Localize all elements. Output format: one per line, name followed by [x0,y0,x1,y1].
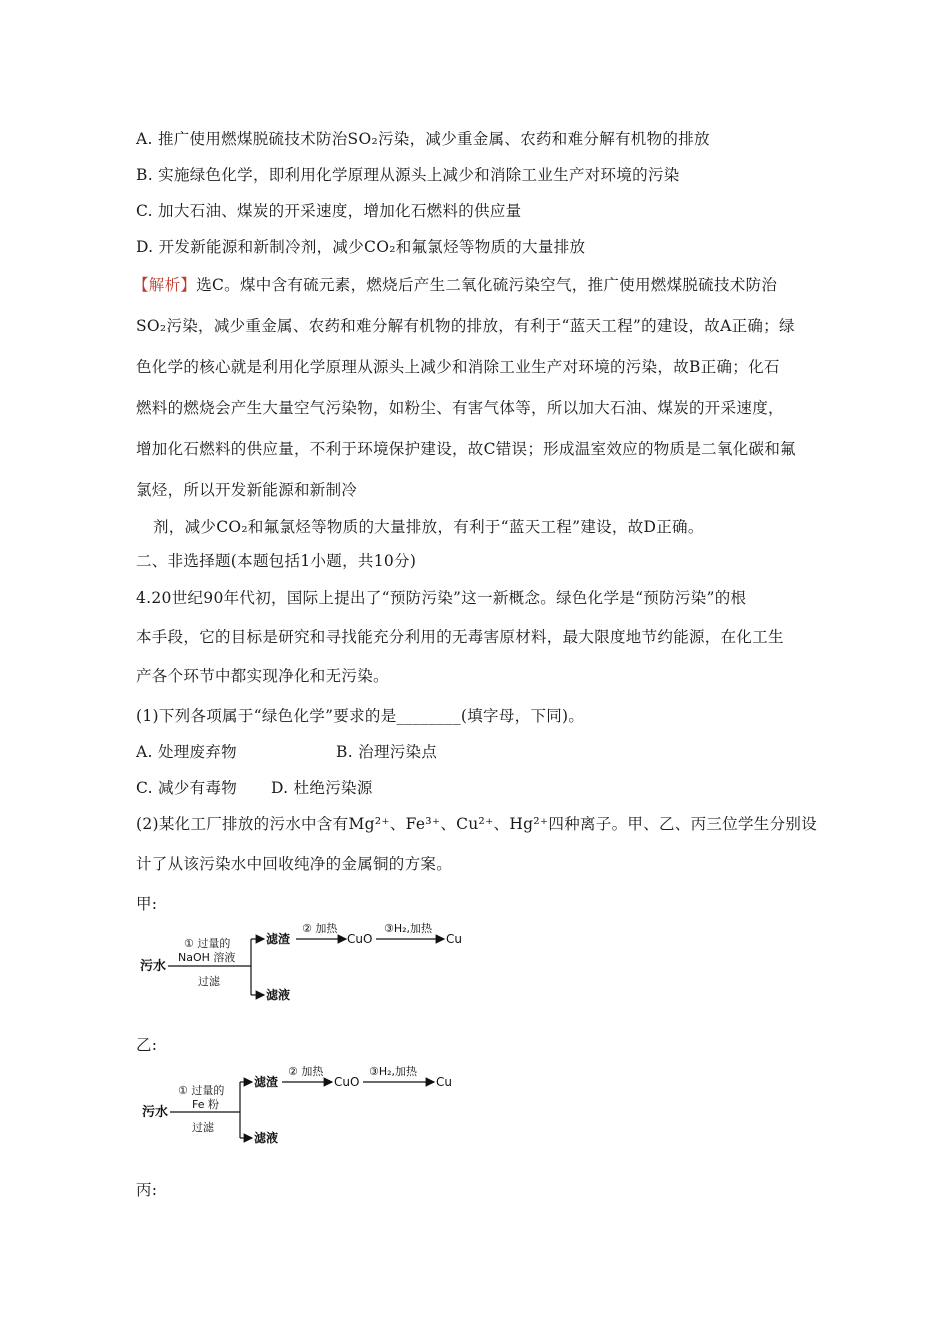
q4-line-3: 产各个环节中都实现净化和无污染。 [136,667,389,685]
scheme-jia-step-3: ③H₂,加热 [384,922,433,935]
option-a: A. 推广使用燃煤脱硫技术防治SO₂污染，减少重金属、农药和难分解有机物的排放 [136,130,710,148]
option-c: C. 加大石油、煤炭的开采速度，增加化石燃料的供应量 [136,202,522,220]
scheme-yi-filtrate: 滤液 [254,1131,279,1145]
scheme-yi-operation: 过滤 [192,1121,214,1134]
scheme-yi-residue: 滤渣 [254,1075,279,1089]
q4-part2-line-1: (2)某化工厂排放的污水中含有Mg²⁺、Fe³⁺、Cu²⁺、Hg²⁺四种离子。甲、乙、丙三位学生分别设 [136,815,817,833]
scheme-jia-diagram [136,915,476,1014]
scheme-jia-reagent-2: NaOH 溶液 [178,951,236,964]
option-d: D. 开发新能源和新制冷剂，减少CO₂和氟氯烃等物质的大量排放 [136,238,586,256]
q4-part1-option-d: D. 杜绝污染源 [271,779,373,797]
scheme-yi-label: 乙: [136,1036,158,1054]
scheme-jia-reagent-1: ① 过量的 [184,937,231,950]
scheme-jia-intermediate: CuO [347,932,373,946]
scheme-jia-product: Cu [446,932,462,946]
analysis-line-1 [133,273,777,295]
scheme-yi-step-3: ③H₂,加热 [369,1065,418,1078]
analysis-text-1: 选C。煤中含有硫元素，燃烧后产生二氧化硫污染空气，推广使用燃煤脱硫技术防治 [196,276,778,294]
scheme-jia-filtrate: 滤液 [266,988,291,1002]
q4-part1: (1)下列各项属于“绿色化学”要求的是________(填字母，下同)。 [136,707,585,725]
q4-part1-option-b: B. 治理污染点 [336,743,438,761]
scheme-jia-step-2: ② 加热 [302,922,338,935]
scheme-jia-source: 污水 [140,959,167,974]
scheme-jia-operation: 过滤 [198,975,220,988]
analysis-tag: 【解析】 [133,276,197,294]
analysis-line-4: 燃料的燃烧会产生大量空气污染物，如粉尘、有害气体等，所以加大石油、煤炭的开采速度， [136,399,784,417]
scheme-yi-reagent-2: Fe 粉 [192,1098,219,1111]
analysis-line-5: 增加化石燃料的供应量，不利于环境保护建设，故C错误；形成温室效应的物质是二氧化碳和氟 [136,440,796,458]
q4-line-1: 4.20世纪90年代初，国际上提出了“预防污染”这一新概念。绿色化学是“预防污染”的根 [136,589,747,607]
q4-part1-option-a: A. 处理废弃物 [136,743,237,761]
scheme-bing-label: 丙: [136,1181,158,1199]
analysis-line-2: SO₂污染，减少重金属、农药和难分解有机物的排放，有利于“蓝天工程”的建设，故A正确；绿 [136,317,795,335]
scheme-yi-product: Cu [436,1075,452,1089]
scheme-yi-step-2: ② 加热 [288,1065,324,1078]
analysis-line-6: 氯烃，所以开发新能源和新制冷 [136,481,358,499]
scheme-yi-source: 污水 [142,1105,169,1120]
scheme-yi-intermediate: CuO [334,1075,360,1089]
q4-part2-line-2: 计了从该污染水中回收纯净的金属铜的方案。 [136,855,453,873]
option-b: B. 实施绿色化学，即利用化学原理从源头上减少和消除工业生产对环境的污染 [136,166,680,184]
q4-line-2: 本手段，它的目标是研究和寻找能充分利用的无毒害原材料，最大限度地节约能源，在化工生 [136,628,784,646]
section-heading: 二、非选择题(本题包括1小题，共10分) [136,552,417,570]
scheme-jia-residue: 滤渣 [266,932,291,946]
analysis-line-7: 剂，减少CO₂和氟氯烃等物质的大量排放，有利于“蓝天工程”建设，故D正确。 [153,518,704,536]
scheme-yi-diagram [136,1060,476,1159]
scheme-yi-reagent-1: ① 过量的 [178,1084,225,1097]
scheme-jia-label: 甲: [136,895,158,913]
q4-part1-option-c: C. 减少有毒物 [136,779,238,797]
analysis-line-3: 色化学的核心就是利用化学原理从源头上减少和消除工业生产对环境的污染，故B正确；化石 [136,358,780,376]
